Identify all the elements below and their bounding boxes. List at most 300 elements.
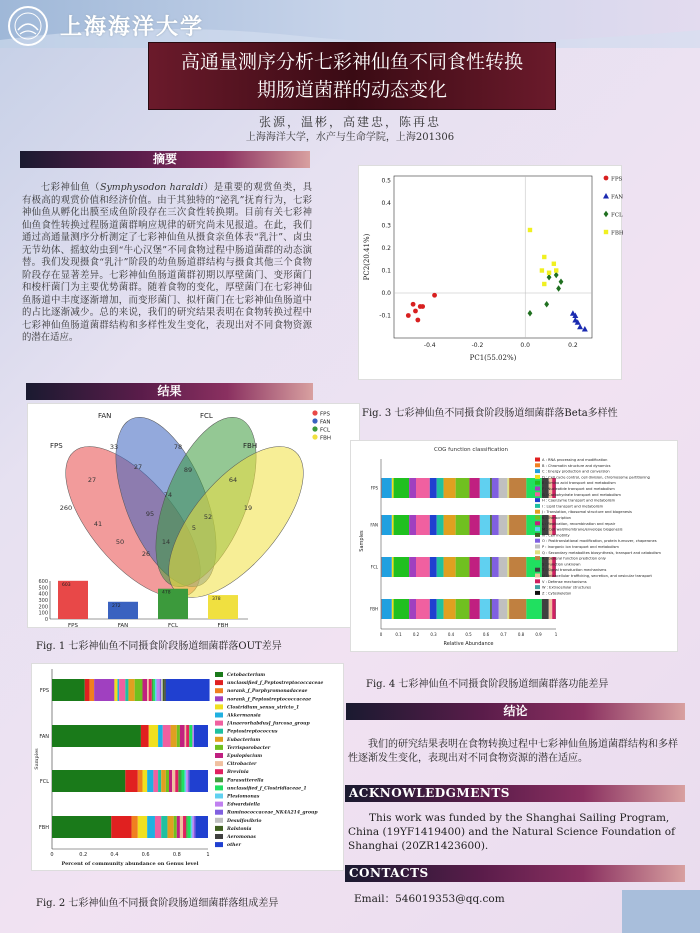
fig2-card	[31, 663, 344, 871]
fig3-point-fcl	[544, 301, 549, 307]
fig3-point-fbh	[528, 228, 532, 232]
fig2-segment	[161, 816, 167, 838]
fig4-segment	[507, 478, 509, 498]
fig3-y-tick: 0.2	[381, 245, 391, 252]
fig2-segment	[186, 770, 188, 792]
fig4-segment	[430, 515, 437, 535]
fig2-legend-swatch	[215, 672, 223, 677]
fig4-sample-label: FCL	[370, 564, 378, 570]
fig3-point-fbh	[540, 268, 544, 272]
fig4-segment	[444, 478, 456, 498]
fig3-point-fbh	[552, 262, 556, 266]
fig4-segment	[499, 478, 508, 498]
fig4-legend-swatch	[535, 585, 540, 589]
fig4-legend-label: U : Intracellular trafficking, secretion, and vesicular transport	[542, 574, 652, 578]
fig2-legend-label: Peptostreptococcus	[227, 729, 278, 735]
fig4-segment	[437, 478, 444, 498]
fig2-segment	[192, 816, 194, 838]
fig2-legend-swatch	[215, 818, 223, 823]
fig3-point-fps	[420, 304, 425, 309]
fig2-legend-label: Citrobacter	[227, 762, 257, 768]
fig4-segment	[416, 599, 430, 619]
fig4-legend-swatch	[535, 487, 540, 491]
abstract-text	[22, 182, 312, 345]
fig4-caption: Fig. 4 七彩神仙鱼不同摄食阶段肠道细菌群落功能差异	[366, 679, 609, 690]
fig2-segment	[85, 679, 90, 701]
fig2-legend-swatch	[215, 713, 223, 718]
fig2-legend-swatch	[215, 729, 223, 734]
fig3-point-fbh	[542, 255, 546, 259]
venn-region-value: 14	[161, 538, 171, 546]
university-name: 上海海洋大学	[60, 14, 205, 40]
fig3-card	[358, 165, 622, 380]
fig2-segment	[52, 725, 141, 747]
venn-legend-marker	[312, 434, 317, 439]
fig4-x-tick: 0.5	[465, 632, 472, 637]
fig2-legend-swatch	[215, 688, 223, 693]
fig4-x-tick: 0.1	[395, 632, 402, 637]
bar-y-tick: 300	[38, 598, 48, 604]
fig4-segment	[526, 599, 542, 619]
contacts-heading: CONTACTS	[345, 865, 685, 882]
fig2-segment	[172, 770, 175, 792]
fig3-point-fbh	[542, 282, 546, 286]
bar-y-tick: 600	[38, 579, 48, 585]
fig2-segment	[178, 770, 181, 792]
fig2-legend-swatch	[215, 794, 223, 799]
fig2-segment	[142, 679, 147, 701]
fig4-legend-swatch	[535, 521, 540, 525]
fig2-segment	[147, 816, 155, 838]
fig2-segment	[52, 770, 125, 792]
fig4-sample-label: FPS	[370, 485, 378, 491]
fig4-segment	[469, 515, 479, 535]
fig2-legend-swatch	[215, 753, 223, 758]
fig4-segment	[490, 557, 492, 577]
fig4-segment	[409, 478, 416, 498]
fig4-legend-label: K : Transcription	[542, 516, 571, 520]
fig2-legend-label: Epulopiscium	[227, 754, 263, 759]
fig3-legend-label: FAN	[611, 194, 623, 201]
fig4-y-label: Samples	[359, 530, 365, 552]
fig2-segment	[191, 816, 193, 838]
fig2-segment	[169, 770, 172, 792]
fig4-segment	[480, 515, 490, 535]
fig3-x-tick: -0.4	[423, 342, 436, 349]
fig2-legend-label: Aeromonas	[227, 835, 256, 840]
fig4-legend-swatch	[535, 550, 540, 554]
fig3-y-tick: 0.4	[381, 200, 391, 207]
venn-label: FAN	[98, 412, 112, 420]
fig2-legend-label: Clostridium_sensu_stricto_1	[227, 705, 300, 711]
fig2-segment	[164, 679, 166, 701]
fig4-segment	[492, 515, 499, 535]
fig3-legend-marker	[603, 193, 609, 199]
fig4-segment	[552, 599, 555, 619]
fig4-segment	[509, 557, 526, 577]
fig2-x-tick: 0.6	[141, 852, 150, 858]
abstract-heading: 摘要	[20, 151, 310, 168]
fig2-segment	[161, 770, 166, 792]
fig3-plot-frame	[394, 176, 592, 338]
fig4-legend-label: S : Function unknown	[542, 562, 581, 567]
fig2-segment	[185, 770, 187, 792]
fig4-legend-label: Z : Cytoskeleton	[542, 591, 572, 596]
fig2-sample-label: FBH	[38, 825, 49, 831]
fig4-segment	[444, 515, 456, 535]
fig4-legend-label: C : Energy production and conversion	[542, 469, 610, 474]
fig2-segment	[157, 679, 160, 701]
fig4-legend-swatch	[535, 527, 540, 531]
fig3-point-fps	[415, 318, 420, 323]
fig4-x-tick: 1	[554, 632, 558, 637]
fig4-segment	[499, 515, 508, 535]
abstract-text-pre: 七彩神仙鱼（	[40, 182, 101, 193]
fig4-legend-label: F : Nucleotide transport and metabolism	[542, 487, 615, 491]
fig4-segment	[409, 515, 416, 535]
fig4-legend-label: A : RNA processing and modification	[542, 458, 608, 462]
fig2-segment	[181, 770, 184, 792]
fig2-x-tick: 1	[206, 852, 210, 858]
fig2-legend-label: other	[227, 843, 241, 849]
fig2-segment	[189, 770, 208, 792]
fig4-segment	[480, 557, 490, 577]
fig2-segment	[185, 725, 187, 747]
fig4-legend-label: W : Extracellular structures	[542, 585, 591, 590]
fig4-segment	[416, 478, 430, 498]
fig4-legend-label: H : Coenzyme transport and metabolism	[542, 498, 616, 503]
fig2-segment	[166, 770, 169, 792]
fig3-legend-label: FCL	[611, 212, 623, 219]
fig2-legend-label: unclassified_f_Peptostreptococcaceae	[227, 681, 324, 687]
fig4-segment	[499, 599, 508, 619]
fig4-segment	[392, 478, 394, 498]
fig4-legend-label: B : Chromatin structure and dynamics	[542, 463, 611, 468]
fig2-segment	[158, 770, 161, 792]
fig2-legend-label: unclassified_f_Clostridiaceae_1	[227, 786, 307, 792]
fig4-card	[350, 440, 678, 652]
fig2-segment	[149, 679, 152, 701]
fig2-legend-swatch	[215, 761, 223, 766]
fig2-legend-label: norank_f_Porphyromonadaceae	[227, 689, 308, 695]
fig2-legend-label: [Anaerorhabdus]_furcosa_group	[227, 721, 310, 727]
fig4-segment	[492, 557, 499, 577]
fig4-segment	[480, 478, 490, 498]
fig4-legend-swatch	[535, 463, 540, 467]
fig2-stacked-bar-chart	[32, 664, 345, 872]
fig2-caption: Fig. 2 七彩神仙鱼不同摄食阶段肠道细菌群落组成差异	[36, 898, 279, 909]
bar-value-label: 603	[62, 582, 71, 588]
fig4-segment	[490, 599, 492, 619]
fig4-legend-swatch	[535, 481, 540, 485]
venn-region-value: 74	[163, 491, 173, 499]
fig4-legend-label: D : Cell cycle control, cell division, chromosome partitioning	[542, 475, 650, 480]
fig2-segment	[188, 816, 191, 838]
bar-value-label: 478	[162, 590, 171, 596]
abstract-text-post: ）是重要的观赏鱼类，具有极高的观赏价值和经济价值。由于其独特的“泌乳”抚育行为，七彩神仙鱼从孵化出膜至成鱼阶段存在三次食性转换期。目前有关七彩神仙鱼食性转换过程肠道菌群响应规律的研究尚未见报道。在此，我们通过高通量测序分析测定了七彩神仙鱼从摄食亲鱼体表“乳汁”、卤虫无节幼体、摇蚊幼虫到“牛心汉堡”不同食物过程中肠道菌群的动态演替。我们发现摄食“乳汁”阶段的幼鱼肠道群结构与摄食其他三个食物阶段存在显著差异。七彩神仙鱼肠道菌群初期以厚壁菌门、变形菌门和梭杆菌门为主要优势菌群。随着食物的变化，厚壁菌门在七彩神仙鱼肠道中丰度逐渐增加，而变形菌门、拟杆菌门在七彩神仙鱼肠道中的占比逐渐减少。总的来说，我们的研究结果表明在食物转换过程中七彩神仙鱼肠道菌群结构和多样性发生变化，表现出对不同食物资源的潜在适应。	[22, 182, 312, 343]
fig4-legend-label: R : General function prediction only	[542, 556, 606, 561]
fig2-legend-swatch	[215, 721, 223, 726]
venn-region-value: 89	[183, 466, 193, 474]
fig4-segment	[392, 515, 394, 535]
fig4-segment	[430, 557, 437, 577]
fig2-segment	[155, 679, 157, 701]
fig1-caption: Fig. 1 七彩神仙鱼不同摄食阶段肠道细菌群落OUT差异	[36, 641, 282, 652]
fig2-segment	[125, 770, 137, 792]
fig4-segment	[490, 515, 492, 535]
fig2-legend-swatch	[215, 802, 223, 807]
fig4-segment	[456, 515, 470, 535]
fig3-pca-scatter	[359, 166, 623, 381]
venn-label: FBH	[243, 442, 258, 450]
fig3-y-tick: 0.0	[381, 290, 391, 297]
fig2-segment	[183, 816, 186, 838]
fig4-x-tick: 0.9	[535, 632, 542, 637]
fig4-segment	[437, 599, 444, 619]
fig2-segment	[163, 725, 171, 747]
fig4-segment	[394, 515, 410, 535]
venn-legend-label: FBH	[320, 435, 332, 442]
fig3-point-fps	[411, 302, 416, 307]
fig2-segment	[161, 679, 163, 701]
fig2-segment	[196, 816, 208, 838]
fig2-segment	[177, 816, 180, 838]
fig2-segment	[155, 816, 161, 838]
fig4-legend-swatch	[535, 574, 540, 578]
contact-email: Email：546019353@qq.com	[354, 893, 505, 905]
fig4-segment	[430, 599, 437, 619]
venn-region-value: 64	[228, 476, 238, 484]
fig2-segment	[180, 816, 183, 838]
fig4-legend-label: G : Carbohydrate transport and metabolism	[542, 492, 621, 497]
fig2-segment	[147, 679, 149, 701]
fig3-y-label: PC2(20.41%)	[363, 233, 371, 281]
fig4-segment	[392, 599, 394, 619]
fig3-point-fcl	[556, 285, 561, 291]
fig1-venn-bar-chart	[28, 404, 361, 629]
fig4-segment	[499, 557, 508, 577]
fig2-segment	[163, 679, 165, 701]
fig4-segment	[382, 557, 392, 577]
venn-legend-label: FCL	[320, 427, 331, 434]
venn-region-value: 5	[191, 524, 197, 532]
venn-region-value: 27	[133, 463, 143, 471]
fig4-segment	[437, 515, 444, 535]
fig2-legend-label: Plesiomonas	[227, 794, 260, 800]
fig2-legend-label: Brevinia	[227, 770, 249, 776]
fig4-segment	[469, 599, 479, 619]
fig4-segment	[394, 557, 410, 577]
fig4-x-tick: 0.3	[430, 632, 437, 637]
fig4-segment	[507, 557, 509, 577]
fig4-segment	[480, 599, 490, 619]
fig4-title: COG function classification	[434, 447, 508, 453]
bar-y-tick: 500	[38, 585, 48, 592]
fig2-segment	[186, 725, 189, 747]
fig4-segment	[507, 599, 509, 619]
fig2-segment	[142, 770, 147, 792]
fig4-segment	[549, 599, 552, 619]
fig2-legend-swatch	[215, 785, 223, 790]
venn-region-value: 26	[141, 550, 151, 558]
corner-decoration	[622, 890, 700, 933]
fig3-caption: Fig. 3 七彩神仙鱼不同摄食阶段肠道细菌群落Beta多样性	[362, 408, 618, 419]
fig4-segment	[509, 515, 526, 535]
title-line-1: 高通量测序分析七彩神仙鱼不同食性转换	[180, 51, 523, 73]
fig4-sample-label: FBH	[369, 606, 378, 612]
fig2-segment	[141, 725, 149, 747]
fig4-segment	[456, 478, 470, 498]
conclusion-text: 我们的研究结果表明在食物转换过程中七彩神仙鱼肠道菌群结构和多样性逐渐发生变化，表现出对不同食物资源的潜在适应。	[348, 739, 678, 764]
fig4-legend-swatch	[535, 516, 540, 520]
fig3-x-label: PC1(55.02%)	[469, 354, 517, 362]
fig4-segment	[382, 478, 392, 498]
fig1-card	[27, 403, 360, 628]
fig3-point-fps	[432, 293, 437, 298]
fig3-x-tick: 0.0	[520, 342, 530, 349]
fig2-segment	[114, 679, 117, 701]
fig4-x-tick: 0.6	[482, 632, 490, 637]
fig2-segment	[149, 725, 158, 747]
fig3-y-tick: -0.1	[379, 312, 391, 320]
venn-region-value: 95	[145, 510, 155, 518]
fig4-segment	[456, 557, 470, 577]
venn-legend-label: FAN	[320, 419, 331, 426]
fig4-segment	[492, 478, 499, 498]
fig3-y-tick: 0.1	[381, 267, 391, 275]
fig2-segment	[194, 816, 196, 838]
fig2-segment	[166, 679, 210, 701]
fig2-sample-label: FAN	[39, 734, 49, 740]
venn-legend-label: FPS	[320, 411, 330, 418]
fig2-legend-swatch	[215, 769, 223, 774]
fig4-legend-swatch	[535, 568, 540, 572]
fig2-legend-label: Ralstonia	[227, 826, 252, 832]
title-line-2: 期肠道菌群的动态变化	[256, 79, 447, 101]
fig4-legend-swatch	[535, 469, 540, 473]
fig4-legend-label: M : Cell wall/membrane/envelope biogenesis	[542, 527, 623, 532]
fig2-sample-label: FCL	[39, 779, 49, 785]
venn-region-value: 19	[243, 504, 253, 512]
fig4-segment	[507, 515, 509, 535]
fig3-legend-marker	[604, 176, 609, 181]
fig4-segment	[430, 478, 437, 498]
fig2-segment	[138, 770, 143, 792]
fig4-x-label: Relative Abundance	[443, 641, 494, 647]
fig2-segment	[158, 725, 163, 747]
fig2-segment	[119, 679, 125, 701]
species-name: Symphysodon haraldi	[100, 182, 204, 193]
fig2-segment	[153, 770, 158, 792]
fig2-legend-swatch	[215, 745, 223, 750]
fig3-point-fps	[406, 313, 411, 318]
acknowledgments-text: This work was funded by the Shanghai Sailing Program, China (19YF1419400) and the Natural Science Foundation of Shanghai (20ZR1423600).	[348, 812, 675, 852]
fig3-y-tick: 0.5	[381, 177, 391, 185]
fig4-sample-label: FAN	[370, 522, 378, 528]
fig4-segment	[444, 557, 456, 577]
fig4-segment	[394, 478, 410, 498]
fig2-x-tick: 0	[50, 852, 54, 858]
fig3-x-tick: -0.2	[471, 342, 484, 349]
fig2-segment	[192, 725, 194, 747]
bar-y-tick: 400	[38, 591, 48, 598]
bar-y-tick: 0	[44, 617, 48, 623]
venn-legend-marker	[312, 410, 317, 415]
fig2-legend-label: Cetobacterium	[227, 673, 266, 678]
fig2-segment	[153, 679, 155, 701]
fig2-segment	[118, 679, 120, 701]
fig4-legend-swatch	[535, 562, 540, 566]
fig3-point-fcl	[559, 279, 564, 285]
fig3-legend-marker	[604, 211, 609, 217]
fig2-segment	[94, 679, 114, 701]
fig2-segment	[125, 679, 128, 701]
fig2-segment	[52, 816, 111, 838]
fig2-legend-label: Terrisporobacter	[227, 745, 271, 751]
fig2-segment	[175, 770, 178, 792]
fig4-segment	[456, 599, 470, 619]
fig4-segment	[416, 515, 430, 535]
fig4-cog-stacked-bar-chart	[351, 441, 679, 653]
fig2-legend-label: Eubacterium	[227, 737, 261, 743]
fig2-segment	[171, 725, 177, 747]
fig4-segment	[392, 557, 394, 577]
fig2-segment	[180, 725, 185, 747]
fig4-segment	[409, 599, 416, 619]
fig4-legend-swatch	[535, 510, 540, 514]
acknowledgments-heading: ACKNOWLEDGMENTS	[345, 785, 685, 802]
fig4-legend-label: O : Posttranslational modification, protein turnover, chaperones	[542, 539, 657, 544]
fig2-segment	[135, 679, 143, 701]
fig2-segment	[177, 725, 180, 747]
fig3-point-fcl	[547, 274, 552, 280]
fig2-legend-label: Edwardsiella	[227, 802, 260, 808]
fig2-x-label: Percent of community abundance on Genus level	[61, 861, 199, 867]
fig2-legend-swatch	[215, 737, 223, 742]
fig4-legend-label: T : Signal transduction mechanisms	[542, 568, 607, 573]
venn-region-value: 33	[109, 443, 119, 451]
fig3-legend-marker	[604, 230, 608, 234]
fig4-x-tick: 0.4	[447, 632, 455, 637]
fig2-segment	[189, 725, 192, 747]
fig2-legend-swatch	[215, 696, 223, 701]
bar-y-tick: 100	[38, 610, 48, 617]
fig2-segment	[152, 679, 154, 701]
fig4-segment	[444, 599, 456, 619]
venn-label: FCL	[200, 412, 213, 420]
bar-category-label: FAN	[117, 623, 129, 629]
fig4-legend-swatch	[535, 556, 540, 560]
fig4-legend-label: I : Lipid transport and metabolism	[542, 504, 604, 509]
fig4-segment	[542, 599, 549, 619]
fig4-legend-swatch	[535, 504, 540, 508]
fig3-point-fbh	[547, 271, 551, 275]
fig3-point-fps	[413, 309, 418, 314]
results-heading: 结果	[26, 383, 313, 400]
fig2-x-tick: 0.2	[79, 852, 88, 858]
poster-title	[148, 42, 556, 110]
fig2-legend-swatch	[215, 842, 223, 847]
fig3-y-tick: 0.3	[381, 222, 391, 230]
fig4-legend-swatch	[535, 591, 540, 595]
venn-region-value: 41	[93, 520, 103, 528]
bar-category-label: FPS	[68, 623, 78, 629]
fig4-x-tick: 0.7	[500, 632, 507, 637]
venn-legend-marker	[312, 426, 317, 431]
fig2-legend-swatch	[215, 777, 223, 782]
affiliation: 上海海洋大学，水产与生命学院，上海201306	[245, 132, 455, 143]
fig4-segment	[469, 557, 479, 577]
